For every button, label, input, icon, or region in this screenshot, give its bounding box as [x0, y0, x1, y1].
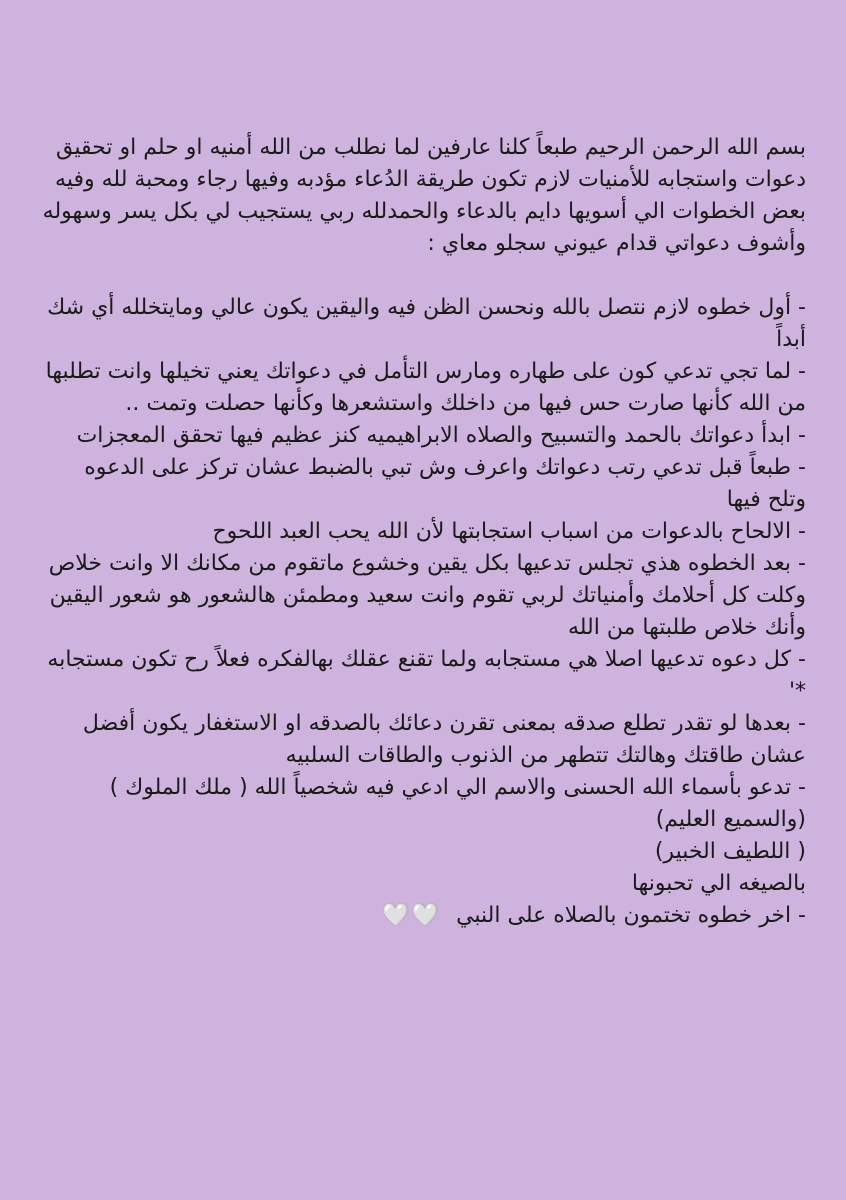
white-heart-icon: 🤍🤍	[382, 903, 442, 928]
names-step-line-2: (والسميع العليم)	[655, 807, 806, 832]
step-8: - بعدها لو تقدر تطلع صدقه بمعنى تقرن دعائك بالصدقه او الاستغفار يكون أفضل عشان طاقتك وهالتك تتطهر من الذنوب والطاقات السلبيه	[82, 711, 806, 768]
intro-paragraph: بسم الله الرحمن الرحيم طبعاً كلنا عارفين لما نطلب من الله أمنيه او حلم او تحقيق دعوات واستجابه للأمنيات لازم تكون طريقة الدُعاء مؤدبه وفيها رجاء ومحبة لله وفيه بعض الخطوات الي أسويها دايم بالدعاء والحمدلله ربي يستجيب لي بكل يسر وسهوله وأشوف دعواتي قدام عيوني سجلو معاي :	[42, 135, 806, 256]
document-body	[40, 132, 806, 932]
last-step-text: - اخر خطوه تختمون بالصلاه على النبي	[456, 903, 806, 928]
step-4: - طبعاً قبل تدعي رتب دعواتك واعرف وش تبي بالضبط عشان تركز على الدعوه وتلح فيها	[84, 455, 806, 512]
step-7: - كل دعوه تدعيها اصلا هي مستجابه ولما تقنع عقلك بهالفكره فعلاً رح تكون مستجابه *'	[47, 647, 806, 704]
names-step-line-3: ( اللطيف الخبير)	[654, 839, 806, 864]
names-step-line-1: - تدعو بأسماء الله الحسنى والاسم الي ادعي فيه شخصياً الله ( ملك الملوك )	[109, 775, 806, 800]
last-step	[40, 900, 806, 932]
names-step-line-4: بالصيغه الي تحبونها	[631, 871, 806, 896]
step-1: - أول خطوه لازم نتصل بالله ونحسن الظن فيه واليقين يكون عالي ومايتخلله أي شك أبداً	[47, 295, 806, 352]
step-2: - لما تجي تدعي كون على طهاره ومارس التأمل في دعواتك يعني تخيلها وانت تطلبها من الله كأنها صارت حس فيها من داخلك واستشعرها وكأنها حصلت وتمت ..	[45, 359, 806, 416]
step-6: - بعد الخطوه هذي تجلس تدعيها بكل يقين وخشوع ماتقوم من مكانك الا وانت خلاص وكلت كل أحلامك وأمنياتك لربي تقوم وانت سعيد ومطمئن هالشعور هو شعور اليقين وأنك خلاص طلبتها من الله	[48, 551, 806, 640]
step-3: - ابدأ دعواتك بالحمد والتسبيح والصلاه الابراهيميه كنز عظيم فيها تحقق المعجزات	[76, 423, 806, 448]
paragraph-gap	[40, 260, 806, 292]
step-5: - الالحاح بالدعوات من اسباب استجابتها لأن الله يحب العبد اللحوح	[212, 519, 806, 544]
